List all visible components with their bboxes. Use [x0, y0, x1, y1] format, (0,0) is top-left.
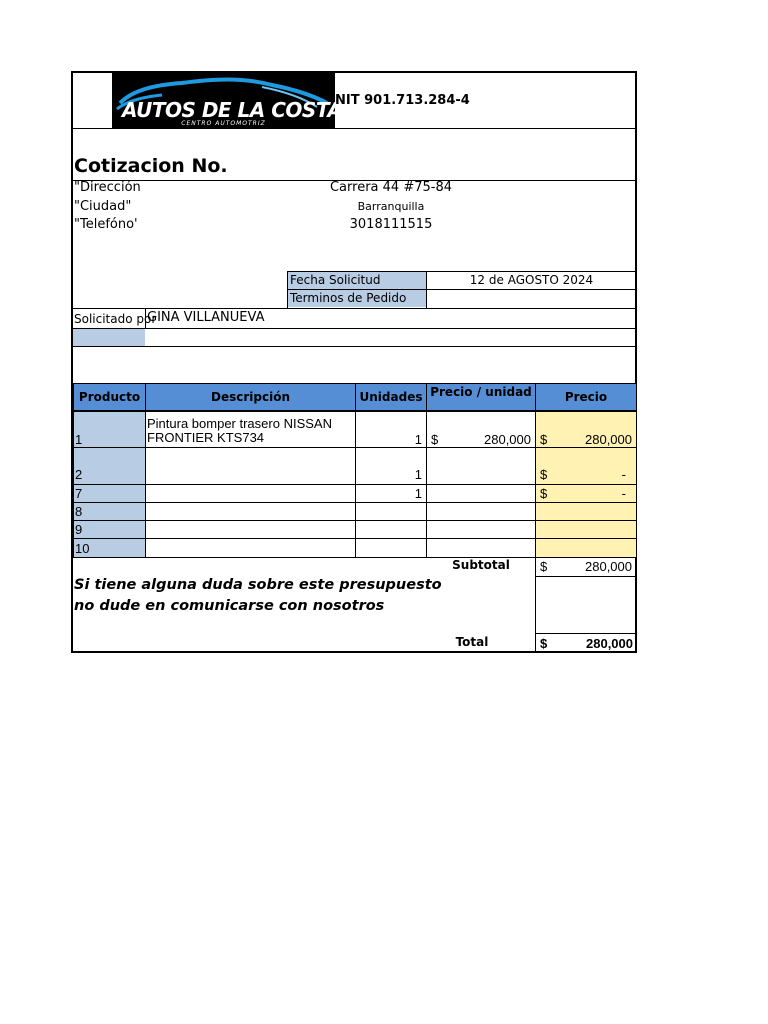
- row-descripcion: [145, 502, 356, 521]
- empty-blue-cell: [73, 329, 145, 346]
- direccion-label: "Dirección: [74, 180, 141, 195]
- row-unidades: [355, 520, 427, 539]
- divider: [145, 308, 146, 328]
- solicitado-por-value: GINA VILLANUEVA: [147, 310, 265, 325]
- logo-subtitle: CENTRO AUTOMOTRIZ: [181, 120, 266, 127]
- divider: [73, 328, 637, 329]
- row-precio: [535, 484, 637, 503]
- row-unidades: 1: [355, 411, 427, 448]
- logo-title: AUTOS DE LA COSTA: [122, 98, 343, 122]
- fecha-solicitud-label: Fecha Solicitud: [288, 272, 426, 289]
- row-producto: [73, 447, 146, 485]
- header-unidades: Unidades: [355, 383, 427, 411]
- quotation-title: Cotizacion No.: [74, 155, 228, 177]
- divider: [635, 308, 636, 328]
- direccion-value: Carrera 44 #75-84: [329, 180, 452, 195]
- total-label: Total: [455, 635, 489, 649]
- row-producto: [73, 502, 146, 521]
- row-descripcion: [145, 538, 356, 558]
- terminos-pedido-value: [427, 290, 636, 307]
- company-logo: [112, 73, 343, 128]
- ciudad-label: "Ciudad": [74, 199, 132, 214]
- row-precio-unidad: [426, 502, 536, 521]
- solicitado-por-label: Solicitado por: [74, 312, 157, 326]
- row-producto-value: 9: [75, 522, 83, 537]
- empty-cell: [535, 576, 637, 634]
- row-producto: [73, 538, 146, 558]
- row-producto: [73, 484, 146, 503]
- row-unidades: 1: [355, 484, 427, 503]
- subtotal-label: Subtotal: [452, 558, 510, 572]
- row-producto-value: 1: [75, 432, 83, 447]
- row-precio: [535, 502, 637, 521]
- divider: [287, 271, 637, 272]
- header-precio: Precio: [535, 383, 637, 411]
- row-descripcion: [145, 520, 356, 539]
- subtotal-value: 280,000: [585, 559, 632, 574]
- row-precio-unidad: [426, 411, 536, 448]
- divider: [635, 271, 636, 308]
- row-producto-value: 2: [75, 467, 83, 482]
- currency-symbol: $: [540, 636, 548, 651]
- divider: [426, 271, 427, 308]
- divider: [287, 271, 288, 308]
- divider: [73, 128, 635, 129]
- terminos-pedido-label: Terminos de Pedido: [288, 290, 426, 307]
- price-value: -: [621, 486, 626, 501]
- subtotal-cell: [535, 557, 637, 577]
- row-precio: [535, 411, 637, 448]
- row-descripcion: [145, 484, 356, 503]
- telefono-label: "Telefóno': [74, 217, 138, 232]
- row-descripcion: [145, 447, 356, 485]
- price-value: 280,000: [585, 432, 632, 447]
- row-producto: [73, 520, 146, 539]
- divider: [287, 289, 637, 290]
- row-precio: [535, 538, 637, 558]
- header-descripcion: Descripción: [145, 383, 356, 411]
- currency-symbol: $: [540, 559, 548, 574]
- currency-symbol: $: [431, 432, 439, 447]
- row-descripcion: Pintura bomper trasero NISSAN FRONTIER KTS734: [145, 411, 356, 448]
- note-line-1: Si tiene alguna duda sobre este presupuesto: [74, 577, 442, 593]
- row-precio-unidad: [426, 538, 536, 558]
- row-precio: [535, 447, 637, 485]
- row-producto-value: 10: [75, 541, 90, 556]
- note-line-2: no dude en comunicarse con nosotros: [74, 598, 385, 614]
- row-producto-value: 7: [75, 486, 83, 501]
- telefono-value: 3018111515: [349, 217, 433, 232]
- price-value: -: [621, 467, 626, 482]
- divider: [73, 346, 637, 347]
- row-precio: [535, 520, 637, 539]
- ciudad-value: Barranquilla: [357, 200, 425, 213]
- row-precio-unidad: [426, 447, 536, 485]
- row-precio-unidad: [426, 484, 536, 503]
- price-value: 280,000: [484, 432, 531, 447]
- quotation-sheet: [71, 71, 637, 653]
- note: [74, 575, 442, 617]
- company-nit: NIT 901.713.284-4: [335, 93, 470, 108]
- row-producto-value: 8: [75, 504, 83, 519]
- currency-symbol: $: [540, 467, 548, 482]
- currency-symbol: $: [540, 432, 548, 447]
- row-producto: [73, 411, 146, 448]
- header-precio-unidad: Precio / unidad: [426, 383, 536, 411]
- currency-symbol: $: [540, 486, 548, 501]
- row-unidades: [355, 502, 427, 521]
- row-unidades: [355, 538, 427, 558]
- total-cell: [535, 633, 637, 653]
- row-unidades: 1: [355, 447, 427, 485]
- fecha-solicitud-value: 12 de AGOSTO 2024: [469, 273, 594, 287]
- row-precio-unidad: [426, 520, 536, 539]
- total-value: 280,000: [586, 636, 633, 651]
- header-producto: Producto: [73, 383, 146, 411]
